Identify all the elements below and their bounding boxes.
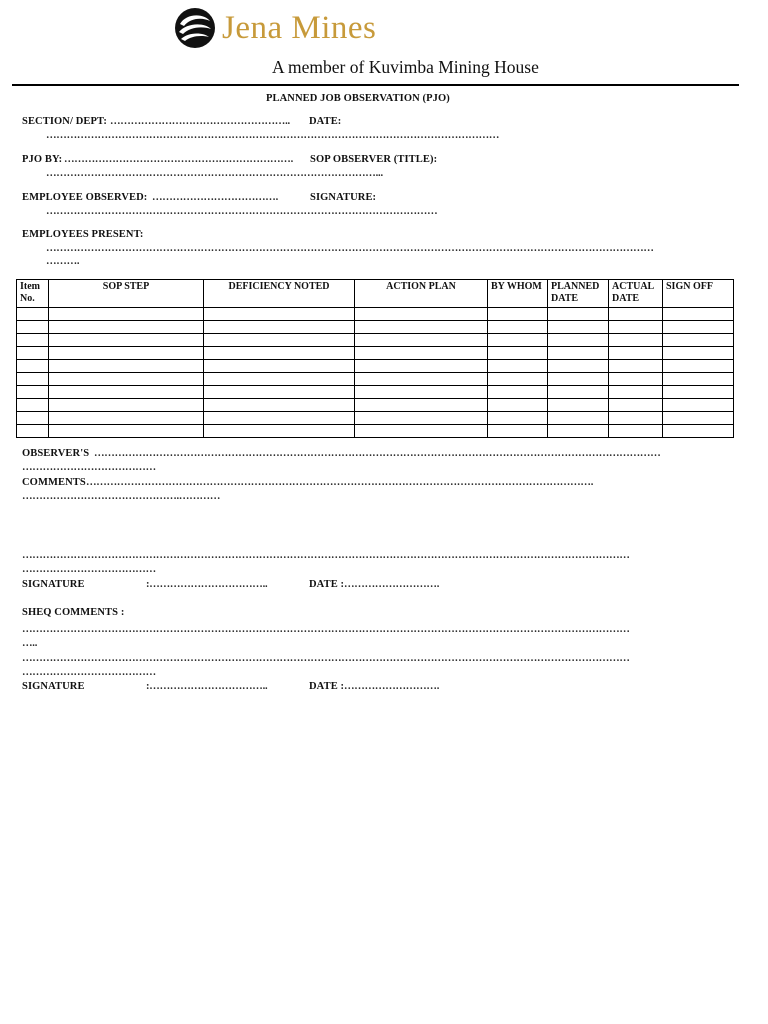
pjo-by-field[interactable]: …………………………………………………………. <box>64 154 294 165</box>
table-cell[interactable] <box>488 360 548 373</box>
table-cell[interactable] <box>609 334 663 347</box>
form-title: PLANNED JOB OBSERVATION (PJO) <box>266 93 450 104</box>
employee-observed-field[interactable]: ………………………………. <box>152 192 279 203</box>
table-cell[interactable] <box>204 334 355 347</box>
table-cell[interactable] <box>609 360 663 373</box>
table-cell[interactable] <box>609 347 663 360</box>
table-cell[interactable] <box>609 321 663 334</box>
table-cell[interactable] <box>548 321 609 334</box>
table-cell[interactable] <box>204 399 355 412</box>
table-cell[interactable] <box>17 308 49 321</box>
table-cell[interactable] <box>49 399 204 412</box>
sheq-line4[interactable]: ………………………………… <box>22 667 156 678</box>
table-cell[interactable] <box>488 399 548 412</box>
table-cell[interactable] <box>663 386 734 399</box>
table-cell[interactable] <box>355 386 488 399</box>
observer-signature-label: SIGNATURE <box>22 579 85 590</box>
table-cell[interactable] <box>609 308 663 321</box>
brand-tagline: A member of Kuvimba Mining House <box>272 57 539 77</box>
table-cell[interactable] <box>49 321 204 334</box>
section-dept-field[interactable]: …………………………………………….. <box>110 116 290 127</box>
table-cell[interactable] <box>548 360 609 373</box>
table-cell[interactable] <box>663 425 734 438</box>
jena-swirl-logo-icon <box>174 7 216 49</box>
col-header-sop-step: SOP STEP <box>49 280 204 308</box>
table-cell[interactable] <box>663 334 734 347</box>
table-cell[interactable] <box>49 425 204 438</box>
table-row <box>17 308 734 321</box>
table-cell[interactable] <box>548 386 609 399</box>
table-cell[interactable] <box>204 321 355 334</box>
table-cell[interactable] <box>355 425 488 438</box>
col-header-by-whom: BY WHOM <box>488 280 548 308</box>
table-row <box>17 321 734 334</box>
table-cell[interactable] <box>355 321 488 334</box>
table-cell[interactable] <box>609 412 663 425</box>
employees-present-line2[interactable]: ………. <box>46 256 80 267</box>
sheq-signature-field[interactable]: :…………………………….. <box>146 681 268 692</box>
table-cell[interactable] <box>204 425 355 438</box>
observer-signature-field[interactable]: :…………………………….. <box>146 579 268 590</box>
date-label: DATE: <box>309 116 342 127</box>
table-cell[interactable] <box>49 412 204 425</box>
table-cell[interactable] <box>355 399 488 412</box>
table-cell[interactable] <box>663 360 734 373</box>
table-cell[interactable] <box>488 334 548 347</box>
table-cell[interactable] <box>488 425 548 438</box>
table-cell[interactable] <box>49 373 204 386</box>
table-row <box>17 386 734 399</box>
comments-label: COMMENTS <box>22 477 86 488</box>
table-cell[interactable] <box>355 334 488 347</box>
observers-label: OBSERVER'S <box>22 448 90 459</box>
table-cell[interactable] <box>355 373 488 386</box>
table-cell[interactable] <box>548 425 609 438</box>
sheq-comments-label: SHEQ COMMENTS : <box>22 607 125 618</box>
table-cell[interactable] <box>609 386 663 399</box>
observers-line2[interactable]: ………………………………… <box>22 462 156 473</box>
table-row <box>17 373 734 386</box>
header-divider <box>12 84 739 86</box>
table-cell[interactable] <box>488 308 548 321</box>
table-cell[interactable] <box>609 373 663 386</box>
table-cell[interactable] <box>663 373 734 386</box>
table-cell[interactable] <box>17 347 49 360</box>
sheq-line1[interactable]: …………………………………………………………………………………………………………………………………………………………… <box>22 624 630 635</box>
sheq-line2[interactable]: ….. <box>22 638 38 649</box>
col-header-deficiency: DEFICIENCY NOTED <box>204 280 355 308</box>
observer-date-label: DATE : <box>309 579 345 590</box>
table-cell[interactable] <box>548 373 609 386</box>
table-cell[interactable] <box>17 321 49 334</box>
brand-name: Jena Mines <box>222 10 377 46</box>
table-cell[interactable] <box>355 360 488 373</box>
table-cell[interactable] <box>204 360 355 373</box>
table-cell[interactable] <box>17 412 49 425</box>
table-row <box>17 399 734 412</box>
table-row <box>17 425 734 438</box>
table-cell[interactable] <box>49 334 204 347</box>
table-cell[interactable] <box>663 308 734 321</box>
table-cell[interactable] <box>548 334 609 347</box>
col-header-sign-off: SIGN OFF <box>663 280 734 308</box>
table-cell[interactable] <box>17 425 49 438</box>
col-header-action-plan: ACTION PLAN <box>355 280 488 308</box>
table-cell[interactable] <box>488 347 548 360</box>
section-dept-label: SECTION/ DEPT: <box>22 116 107 127</box>
table-row <box>17 360 734 373</box>
col-header-actual-date: ACTUAL DATE <box>609 280 663 308</box>
employees-present-line1[interactable]: …………………………………………………………………………………………………………………………………………………………… <box>46 243 654 254</box>
table-row <box>17 412 734 425</box>
table-cell[interactable] <box>49 308 204 321</box>
observation-table <box>16 279 734 438</box>
observer-date-field[interactable]: ………………………. <box>344 579 440 590</box>
table-cell[interactable] <box>548 347 609 360</box>
pjo-by-line2[interactable]: ……………………………………………………………………………………... <box>46 168 383 179</box>
table-cell[interactable] <box>663 321 734 334</box>
table-cell[interactable] <box>204 347 355 360</box>
employees-present-label: EMPLOYEES PRESENT: <box>22 229 144 240</box>
table-cell[interactable] <box>488 386 548 399</box>
table-cell[interactable] <box>548 412 609 425</box>
observers-line1[interactable]: ………………………………………………………………………………………………………………………………………………… <box>94 448 661 459</box>
extra-comment-line2[interactable]: ………………………………… <box>22 564 156 575</box>
table-row <box>17 334 734 347</box>
table-cell[interactable] <box>49 360 204 373</box>
table-cell[interactable] <box>663 399 734 412</box>
section-dept-line2[interactable]: …………………………………………………………………………………………………………………… <box>46 130 500 141</box>
table-cell[interactable] <box>17 334 49 347</box>
table-body <box>17 308 734 438</box>
col-header-item-no: Item No. <box>17 280 49 308</box>
employee-observed-label: EMPLOYEE OBSERVED: <box>22 192 148 203</box>
table-row <box>17 347 734 360</box>
sheq-date-field[interactable]: ………………………. <box>344 681 440 692</box>
table-cell[interactable] <box>49 386 204 399</box>
comments-line1[interactable]: …………………………………………………………………………………………………………………………………. <box>86 477 594 488</box>
table-cell[interactable] <box>488 321 548 334</box>
table-cell[interactable] <box>204 373 355 386</box>
table-cell[interactable] <box>17 360 49 373</box>
sheq-line3[interactable]: …………………………………………………………………………………………………………………………………………………………… <box>22 653 630 664</box>
table-cell[interactable] <box>488 412 548 425</box>
table-cell[interactable] <box>548 308 609 321</box>
table-cell[interactable] <box>17 399 49 412</box>
table-cell[interactable] <box>663 412 734 425</box>
table-cell[interactable] <box>488 373 548 386</box>
pjo-by-label: PJO BY: <box>22 154 63 165</box>
table-cell[interactable] <box>355 347 488 360</box>
table-cell[interactable] <box>204 386 355 399</box>
table-cell[interactable] <box>355 412 488 425</box>
employee-observed-line2[interactable]: …………………………………………………………………………………………………… <box>46 206 438 217</box>
table-cell[interactable] <box>49 347 204 360</box>
table-cell[interactable] <box>17 373 49 386</box>
col-header-planned-date: PLANNED DATE <box>548 280 609 308</box>
table-cell[interactable] <box>17 386 49 399</box>
table-cell[interactable] <box>204 308 355 321</box>
table-cell[interactable] <box>663 347 734 360</box>
sheq-signature-label: SIGNATURE <box>22 681 85 692</box>
table-cell[interactable] <box>204 412 355 425</box>
extra-comment-line1[interactable]: …………………………………………………………………………………………………………………………………………………………… <box>22 550 630 561</box>
table-cell[interactable] <box>548 399 609 412</box>
comments-line2[interactable]: ……………………………………….………… <box>22 491 221 502</box>
table-cell[interactable] <box>609 399 663 412</box>
table-cell[interactable] <box>609 425 663 438</box>
sop-observer-label: SOP OBSERVER (TITLE): <box>310 154 438 165</box>
signature-label: SIGNATURE: <box>310 192 377 203</box>
table-cell[interactable] <box>355 308 488 321</box>
table-header-row <box>17 280 734 308</box>
sheq-date-label: DATE : <box>309 681 345 692</box>
